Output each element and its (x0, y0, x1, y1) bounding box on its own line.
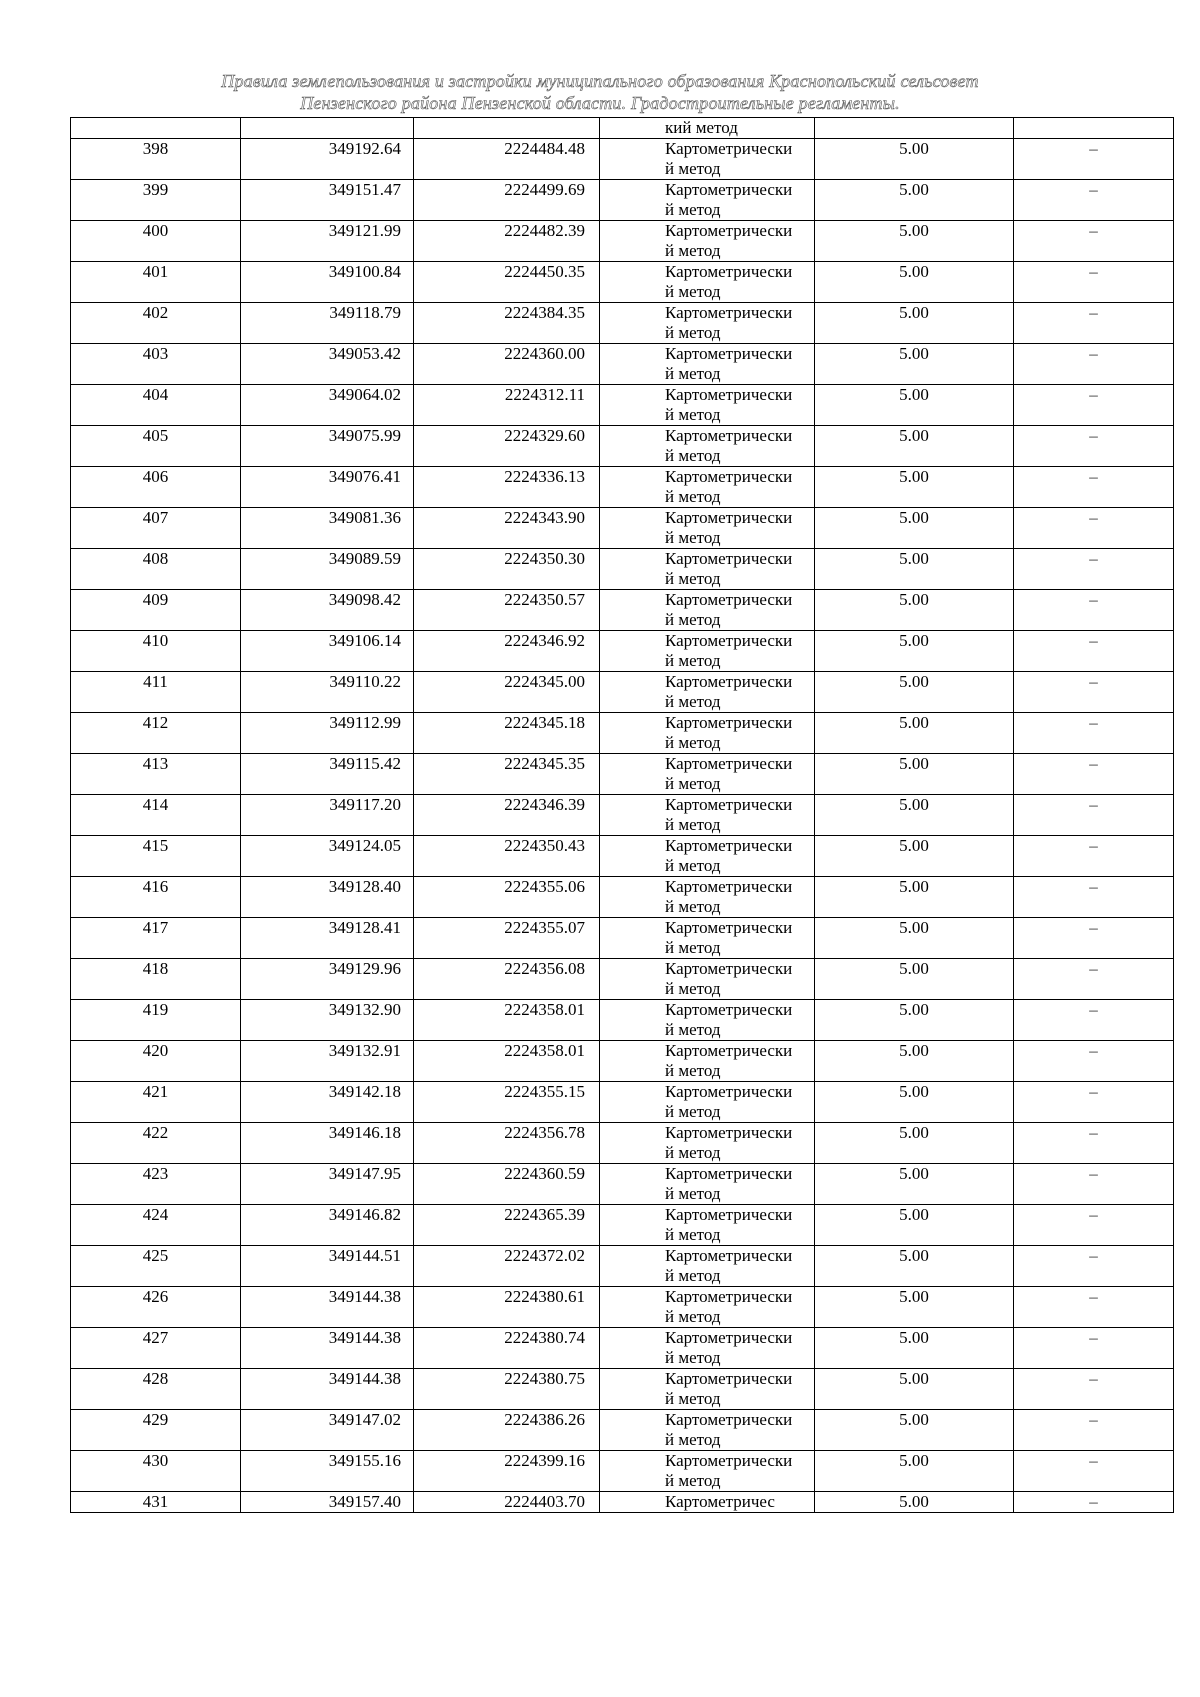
description-cell: – (1014, 262, 1174, 303)
x-coordinate-cell: 349128.41 (241, 918, 414, 959)
x-coordinate-cell: 349118.79 (241, 303, 414, 344)
point-number-cell: 405 (71, 426, 241, 467)
accuracy-cell: 5.00 (815, 590, 1014, 631)
x-coordinate-cell: 349144.38 (241, 1369, 414, 1410)
description-cell: – (1014, 1287, 1174, 1328)
y-coordinate-cell: 2224312.11 (414, 385, 600, 426)
x-coordinate-cell: 349124.05 (241, 836, 414, 877)
x-coordinate-cell: 349132.90 (241, 1000, 414, 1041)
table-row (71, 959, 1174, 1000)
point-number-cell: 400 (71, 221, 241, 262)
description-cell: – (1014, 344, 1174, 385)
accuracy-cell: 5.00 (815, 631, 1014, 672)
description-cell: – (1014, 1164, 1174, 1205)
description-cell: – (1014, 836, 1174, 877)
description-cell: – (1014, 1246, 1174, 1287)
x-coordinate-cell: 349075.99 (241, 426, 414, 467)
description-cell: – (1014, 1328, 1174, 1369)
table-row (71, 877, 1174, 918)
method-cell: Картометрический метод (600, 508, 815, 549)
point-number-cell: 428 (71, 1369, 241, 1410)
description-cell: – (1014, 918, 1174, 959)
point-number-cell: 416 (71, 877, 241, 918)
point-number-cell: 410 (71, 631, 241, 672)
y-coordinate-cell: 2224345.00 (414, 672, 600, 713)
x-coordinate-cell: 349098.42 (241, 590, 414, 631)
x-coordinate-cell: 349128.40 (241, 877, 414, 918)
accuracy-cell: 5.00 (815, 795, 1014, 836)
y-coordinate-cell: 2224482.39 (414, 221, 600, 262)
method-cell: Картометрический метод (600, 303, 815, 344)
table-row (71, 549, 1174, 590)
x-coordinate-cell: 349157.40 (241, 1492, 414, 1513)
method-cell: Картометрический метод (600, 344, 815, 385)
header-line-1: Правила землепользования и застройки муниципального образования Краснопольский сельсовет (221, 71, 979, 91)
accuracy-cell: 5.00 (815, 1082, 1014, 1123)
coordinates-table (70, 117, 1174, 1513)
method-cell: Картометрический метод (600, 754, 815, 795)
table-row (71, 1041, 1174, 1082)
description-cell: – (1014, 221, 1174, 262)
y-coordinate-cell: 2224372.02 (414, 1246, 600, 1287)
table-row (71, 918, 1174, 959)
table-row (71, 467, 1174, 508)
table-row (71, 713, 1174, 754)
table-row (71, 221, 1174, 262)
y-coordinate-cell: 2224380.61 (414, 1287, 600, 1328)
point-number-cell: 424 (71, 1205, 241, 1246)
method-cell: Картометричес (600, 1492, 815, 1513)
table-row (71, 1082, 1174, 1123)
point-number-cell: 430 (71, 1451, 241, 1492)
x-coordinate-cell: 349089.59 (241, 549, 414, 590)
accuracy-cell: 5.00 (815, 426, 1014, 467)
accuracy-cell: 5.00 (815, 303, 1014, 344)
method-cell: Картометрический метод (600, 1082, 815, 1123)
accuracy-cell: 5.00 (815, 467, 1014, 508)
accuracy-cell: 5.00 (815, 836, 1014, 877)
method-cell: Картометрический метод (600, 959, 815, 1000)
table-row (71, 1287, 1174, 1328)
table-row (71, 672, 1174, 713)
cell-empty (1014, 118, 1174, 139)
point-number-cell: 414 (71, 795, 241, 836)
accuracy-cell: 5.00 (815, 1123, 1014, 1164)
method-cell: Картометрический метод (600, 1246, 815, 1287)
accuracy-cell: 5.00 (815, 918, 1014, 959)
cell-method-continued: кий метод (600, 118, 815, 139)
table-row (71, 590, 1174, 631)
accuracy-cell: 5.00 (815, 713, 1014, 754)
x-coordinate-cell: 349147.95 (241, 1164, 414, 1205)
point-number-cell: 411 (71, 672, 241, 713)
table-row (71, 385, 1174, 426)
point-number-cell: 421 (71, 1082, 241, 1123)
accuracy-cell: 5.00 (815, 385, 1014, 426)
method-cell: Картометрический метод (600, 139, 815, 180)
table-row (71, 1000, 1174, 1041)
x-coordinate-cell: 349115.42 (241, 754, 414, 795)
accuracy-cell: 5.00 (815, 344, 1014, 385)
description-cell: – (1014, 549, 1174, 590)
table-row (71, 1205, 1174, 1246)
method-cell: Картометрический метод (600, 631, 815, 672)
description-cell: – (1014, 754, 1174, 795)
point-number-cell: 427 (71, 1328, 241, 1369)
x-coordinate-cell: 349144.51 (241, 1246, 414, 1287)
y-coordinate-cell: 2224356.08 (414, 959, 600, 1000)
y-coordinate-cell: 2224399.16 (414, 1451, 600, 1492)
method-cell: Картометрический метод (600, 385, 815, 426)
description-cell: – (1014, 1000, 1174, 1041)
x-coordinate-cell: 349129.96 (241, 959, 414, 1000)
y-coordinate-cell: 2224355.15 (414, 1082, 600, 1123)
y-coordinate-cell: 2224484.48 (414, 139, 600, 180)
description-cell: – (1014, 426, 1174, 467)
description-cell: – (1014, 1041, 1174, 1082)
table-row (71, 836, 1174, 877)
cell-empty (815, 118, 1014, 139)
description-cell: – (1014, 877, 1174, 918)
y-coordinate-cell: 2224350.30 (414, 549, 600, 590)
y-coordinate-cell: 2224343.90 (414, 508, 600, 549)
y-coordinate-cell: 2224345.35 (414, 754, 600, 795)
x-coordinate-cell: 349117.20 (241, 795, 414, 836)
x-coordinate-cell: 349100.84 (241, 262, 414, 303)
point-number-cell: 418 (71, 959, 241, 1000)
method-cell: Картометрический метод (600, 262, 815, 303)
table-row (71, 1246, 1174, 1287)
y-coordinate-cell: 2224350.43 (414, 836, 600, 877)
accuracy-cell: 5.00 (815, 1041, 1014, 1082)
description-cell: – (1014, 467, 1174, 508)
point-number-cell: 420 (71, 1041, 241, 1082)
method-cell: Картометрический метод (600, 1000, 815, 1041)
method-cell: Картометрический метод (600, 836, 815, 877)
y-coordinate-cell: 2224450.35 (414, 262, 600, 303)
method-cell: Картометрический метод (600, 1041, 815, 1082)
x-coordinate-cell: 349147.02 (241, 1410, 414, 1451)
coordinates-table-body (71, 118, 1174, 1513)
accuracy-cell: 5.00 (815, 1205, 1014, 1246)
x-coordinate-cell: 349110.22 (241, 672, 414, 713)
document-running-header (0, 70, 1200, 114)
method-cell: Картометрический метод (600, 1451, 815, 1492)
x-coordinate-cell: 349142.18 (241, 1082, 414, 1123)
y-coordinate-cell: 2224355.07 (414, 918, 600, 959)
table-row (71, 1410, 1174, 1451)
description-cell: – (1014, 1369, 1174, 1410)
method-cell: Картометрический метод (600, 221, 815, 262)
x-coordinate-cell: 349144.38 (241, 1328, 414, 1369)
table-row (71, 1451, 1174, 1492)
y-coordinate-cell: 2224360.00 (414, 344, 600, 385)
y-coordinate-cell: 2224346.39 (414, 795, 600, 836)
table-row (71, 180, 1174, 221)
description-cell: – (1014, 713, 1174, 754)
table-row-last (71, 1492, 1174, 1513)
table-row (71, 631, 1174, 672)
method-cell: Картометрический метод (600, 549, 815, 590)
accuracy-cell: 5.00 (815, 221, 1014, 262)
method-cell: Картометрический метод (600, 590, 815, 631)
accuracy-cell: 5.00 (815, 877, 1014, 918)
point-number-cell: 423 (71, 1164, 241, 1205)
description-cell: – (1014, 672, 1174, 713)
method-cell: Картометрический метод (600, 1287, 815, 1328)
description-cell: – (1014, 508, 1174, 549)
point-number-cell: 407 (71, 508, 241, 549)
y-coordinate-cell: 2224345.18 (414, 713, 600, 754)
point-number-cell: 408 (71, 549, 241, 590)
method-cell: Картометрический метод (600, 1205, 815, 1246)
method-cell: Картометрический метод (600, 1164, 815, 1205)
table-row (71, 754, 1174, 795)
method-cell: Картометрический метод (600, 672, 815, 713)
point-number-cell: 401 (71, 262, 241, 303)
description-cell: – (1014, 180, 1174, 221)
method-cell: Картометрический метод (600, 795, 815, 836)
y-coordinate-cell: 2224336.13 (414, 467, 600, 508)
method-cell: Картометрический метод (600, 1369, 815, 1410)
method-cell: Картометрический метод (600, 1410, 815, 1451)
cell-empty (241, 118, 414, 139)
y-coordinate-cell: 2224386.26 (414, 1410, 600, 1451)
x-coordinate-cell: 349151.47 (241, 180, 414, 221)
description-cell: – (1014, 1451, 1174, 1492)
y-coordinate-cell: 2224403.70 (414, 1492, 600, 1513)
table-row (71, 1123, 1174, 1164)
table-row-continued (71, 118, 1174, 139)
point-number-cell: 422 (71, 1123, 241, 1164)
description-cell: – (1014, 795, 1174, 836)
y-coordinate-cell: 2224360.59 (414, 1164, 600, 1205)
y-coordinate-cell: 2224356.78 (414, 1123, 600, 1164)
description-cell: – (1014, 139, 1174, 180)
description-cell: – (1014, 590, 1174, 631)
y-coordinate-cell: 2224358.01 (414, 1000, 600, 1041)
y-coordinate-cell: 2224499.69 (414, 180, 600, 221)
y-coordinate-cell: 2224329.60 (414, 426, 600, 467)
method-cell: Картометрический метод (600, 877, 815, 918)
x-coordinate-cell: 349053.42 (241, 344, 414, 385)
x-coordinate-cell: 349112.99 (241, 713, 414, 754)
header-line-2: Пензенского района Пензенской области. Градостроительные регламенты. (300, 93, 900, 113)
x-coordinate-cell: 349192.64 (241, 139, 414, 180)
point-number-cell: 431 (71, 1492, 241, 1513)
x-coordinate-cell: 349081.36 (241, 508, 414, 549)
point-number-cell: 403 (71, 344, 241, 385)
accuracy-cell: 5.00 (815, 1164, 1014, 1205)
point-number-cell: 425 (71, 1246, 241, 1287)
point-number-cell: 409 (71, 590, 241, 631)
y-coordinate-cell: 2224365.39 (414, 1205, 600, 1246)
table-row (71, 262, 1174, 303)
accuracy-cell: 5.00 (815, 1000, 1014, 1041)
point-number-cell: 413 (71, 754, 241, 795)
point-number-cell: 412 (71, 713, 241, 754)
point-number-cell: 415 (71, 836, 241, 877)
table-row (71, 1328, 1174, 1369)
accuracy-cell: 5.00 (815, 1492, 1014, 1513)
accuracy-cell: 5.00 (815, 139, 1014, 180)
table-row (71, 1164, 1174, 1205)
description-cell: – (1014, 1082, 1174, 1123)
table-row (71, 303, 1174, 344)
description-cell: – (1014, 1410, 1174, 1451)
y-coordinate-cell: 2224380.74 (414, 1328, 600, 1369)
accuracy-cell: 5.00 (815, 549, 1014, 590)
x-coordinate-cell: 349121.99 (241, 221, 414, 262)
table-row (71, 795, 1174, 836)
accuracy-cell: 5.00 (815, 1369, 1014, 1410)
y-coordinate-cell: 2224358.01 (414, 1041, 600, 1082)
accuracy-cell: 5.00 (815, 1451, 1014, 1492)
x-coordinate-cell: 349146.18 (241, 1123, 414, 1164)
method-cell: Картометрический метод (600, 1328, 815, 1369)
y-coordinate-cell: 2224350.57 (414, 590, 600, 631)
accuracy-cell: 5.00 (815, 1246, 1014, 1287)
description-cell: – (1014, 303, 1174, 344)
method-cell: Картометрический метод (600, 1123, 815, 1164)
description-cell: – (1014, 631, 1174, 672)
point-number-cell: 419 (71, 1000, 241, 1041)
description-cell: – (1014, 1205, 1174, 1246)
description-cell: – (1014, 959, 1174, 1000)
point-number-cell: 404 (71, 385, 241, 426)
x-coordinate-cell: 349146.82 (241, 1205, 414, 1246)
y-coordinate-cell: 2224384.35 (414, 303, 600, 344)
x-coordinate-cell: 349064.02 (241, 385, 414, 426)
y-coordinate-cell: 2224346.92 (414, 631, 600, 672)
x-coordinate-cell: 349076.41 (241, 467, 414, 508)
accuracy-cell: 5.00 (815, 180, 1014, 221)
x-coordinate-cell: 349144.38 (241, 1287, 414, 1328)
y-coordinate-cell: 2224380.75 (414, 1369, 600, 1410)
point-number-cell: 417 (71, 918, 241, 959)
description-cell: – (1014, 1123, 1174, 1164)
cell-empty (414, 118, 600, 139)
method-cell: Картометрический метод (600, 467, 815, 508)
description-cell: – (1014, 385, 1174, 426)
accuracy-cell: 5.00 (815, 1410, 1014, 1451)
table-row (71, 344, 1174, 385)
accuracy-cell: 5.00 (815, 1328, 1014, 1369)
point-number-cell: 402 (71, 303, 241, 344)
method-cell: Картометрический метод (600, 918, 815, 959)
point-number-cell: 399 (71, 180, 241, 221)
accuracy-cell: 5.00 (815, 262, 1014, 303)
x-coordinate-cell: 349132.91 (241, 1041, 414, 1082)
accuracy-cell: 5.00 (815, 672, 1014, 713)
table-row (71, 1369, 1174, 1410)
table-row (71, 508, 1174, 549)
x-coordinate-cell: 349155.16 (241, 1451, 414, 1492)
accuracy-cell: 5.00 (815, 959, 1014, 1000)
point-number-cell: 429 (71, 1410, 241, 1451)
table-row (71, 139, 1174, 180)
table-row (71, 426, 1174, 467)
method-cell: Картометрический метод (600, 180, 815, 221)
x-coordinate-cell: 349106.14 (241, 631, 414, 672)
point-number-cell: 426 (71, 1287, 241, 1328)
accuracy-cell: 5.00 (815, 508, 1014, 549)
accuracy-cell: 5.00 (815, 754, 1014, 795)
point-number-cell: 398 (71, 139, 241, 180)
description-cell: – (1014, 1492, 1174, 1513)
cell-empty (71, 118, 241, 139)
accuracy-cell: 5.00 (815, 1287, 1014, 1328)
method-cell: Картометрический метод (600, 426, 815, 467)
method-cell: Картометрический метод (600, 713, 815, 754)
point-number-cell: 406 (71, 467, 241, 508)
y-coordinate-cell: 2224355.06 (414, 877, 600, 918)
